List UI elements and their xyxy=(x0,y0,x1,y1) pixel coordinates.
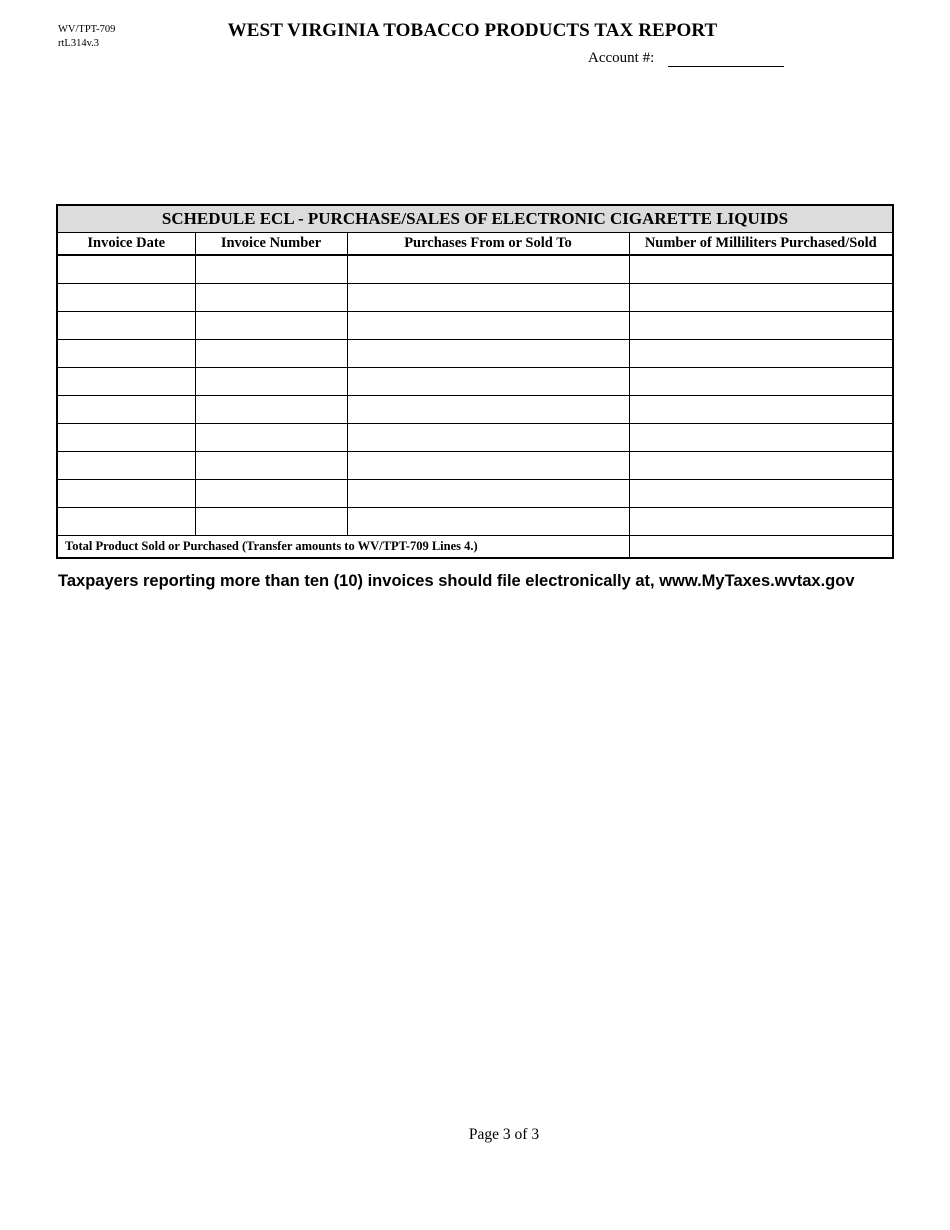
account-label: Account #: xyxy=(588,50,655,66)
milliliters-cell[interactable] xyxy=(629,480,892,508)
schedule-title: SCHEDULE ECL - PURCHASE/SALES OF ELECTRONIC CIGARETTE LIQUIDS xyxy=(58,206,892,233)
invoice-date-cell[interactable] xyxy=(58,508,195,536)
purchases-from-cell[interactable] xyxy=(347,368,629,396)
table-row xyxy=(58,312,892,340)
invoice-number-cell[interactable] xyxy=(195,396,347,424)
invoice-number-cell[interactable] xyxy=(195,508,347,536)
schedule-ecl-table xyxy=(56,204,894,559)
milliliters-cell[interactable] xyxy=(629,396,892,424)
table-row xyxy=(58,284,892,312)
invoice-number-cell[interactable] xyxy=(195,424,347,452)
form-revision: rtL314v.3 xyxy=(58,38,100,49)
purchases-from-cell[interactable] xyxy=(347,396,629,424)
purchases-from-cell[interactable] xyxy=(347,480,629,508)
purchases-from-cell[interactable] xyxy=(347,312,629,340)
column-header-purchases-from: Purchases From or Sold To xyxy=(347,233,629,255)
invoice-date-cell[interactable] xyxy=(58,340,195,368)
invoice-number-cell[interactable] xyxy=(195,368,347,396)
column-header-invoice-number: Invoice Number xyxy=(195,233,347,255)
milliliters-cell[interactable] xyxy=(629,312,892,340)
report-title-wrapper xyxy=(0,20,950,42)
column-header-row xyxy=(58,233,892,255)
invoice-date-cell[interactable] xyxy=(58,368,195,396)
total-label: Total Product Sold or Purchased (Transfer amounts to WV/TPT-709 Lines 4.) xyxy=(58,536,629,558)
invoice-number-cell[interactable] xyxy=(195,312,347,340)
purchases-from-cell[interactable] xyxy=(347,424,629,452)
purchases-from-cell[interactable] xyxy=(347,255,629,284)
table-row xyxy=(58,255,892,284)
milliliters-cell[interactable] xyxy=(629,284,892,312)
invoice-date-cell[interactable] xyxy=(58,284,195,312)
table-row xyxy=(58,452,892,480)
purchases-from-cell[interactable] xyxy=(347,284,629,312)
milliliters-cell[interactable] xyxy=(629,424,892,452)
milliliters-cell[interactable] xyxy=(629,452,892,480)
invoice-date-cell[interactable] xyxy=(58,312,195,340)
purchases-from-cell[interactable] xyxy=(347,508,629,536)
purchases-from-cell[interactable] xyxy=(347,452,629,480)
milliliters-cell[interactable] xyxy=(629,508,892,536)
invoice-number-cell[interactable] xyxy=(195,480,347,508)
milliliters-cell[interactable] xyxy=(629,368,892,396)
milliliters-cell[interactable] xyxy=(629,340,892,368)
invoice-number-cell[interactable] xyxy=(195,255,347,284)
invoice-date-cell[interactable] xyxy=(58,424,195,452)
account-field[interactable] xyxy=(668,50,784,67)
column-header-milliliters: Number of Milliliters Purchased/Sold xyxy=(629,233,892,255)
invoice-number-cell[interactable] xyxy=(195,284,347,312)
column-header-invoice-date: Invoice Date xyxy=(58,233,195,255)
invoice-date-cell[interactable] xyxy=(58,452,195,480)
electronic-filing-notice: Taxpayers reporting more than ten (10) invoices should file electronically at, www.MyTaxes.wvtax.gov xyxy=(58,572,855,590)
milliliters-cell[interactable] xyxy=(629,255,892,284)
invoice-number-cell[interactable] xyxy=(195,452,347,480)
invoice-date-cell[interactable] xyxy=(58,255,195,284)
page-number: Page 3 of 3 xyxy=(468,1126,540,1143)
report-title: WEST VIRGINIA TOBACCO PRODUCTS TAX REPORT xyxy=(227,20,718,41)
purchases-from-cell[interactable] xyxy=(347,340,629,368)
invoice-date-cell[interactable] xyxy=(58,396,195,424)
table-row xyxy=(58,424,892,452)
invoice-ledger xyxy=(58,233,892,557)
invoice-number-cell[interactable] xyxy=(195,340,347,368)
table-row xyxy=(58,508,892,536)
page-number-wrapper xyxy=(0,1126,950,1144)
form-number: WV/TPT-709 xyxy=(58,24,116,35)
total-value-cell[interactable] xyxy=(629,536,892,558)
table-row xyxy=(58,340,892,368)
table-row xyxy=(58,480,892,508)
table-row xyxy=(58,396,892,424)
table-row xyxy=(58,368,892,396)
total-row xyxy=(58,536,892,558)
account-number xyxy=(588,50,784,67)
invoice-date-cell[interactable] xyxy=(58,480,195,508)
